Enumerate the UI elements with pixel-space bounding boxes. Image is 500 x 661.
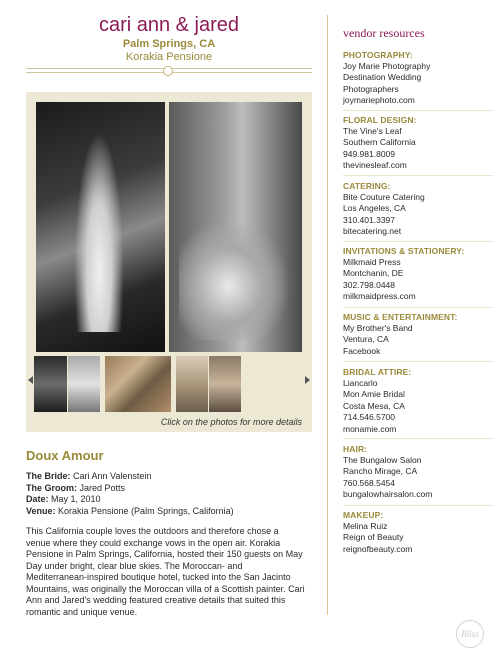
vendor-link[interactable]: Facebook <box>343 345 381 356</box>
vendor-link[interactable]: reignofbeauty.com <box>343 543 413 554</box>
photo-bride[interactable] <box>36 102 165 352</box>
vendor-music: MUSIC & ENTERTAINMENT: My Brother's Band Ventura, CA Facebook <box>343 312 493 357</box>
vendor-link[interactable]: joymariephoto.com <box>343 95 415 106</box>
section-title: Doux Amour <box>26 448 104 463</box>
page-title: cari ann & jared <box>98 14 240 36</box>
vendor-makeup: MAKEUP: Melina Ruiz Reign of Beauty reignofbeauty.com <box>343 510 493 555</box>
column-divider <box>327 15 328 615</box>
location-subtitle: Palm Springs, CA <box>122 38 216 50</box>
vendor-floral: FLORAL DESIGN: The Vine's Leaf Southern California 949.981.8009 thevinesleaf.com <box>343 115 493 172</box>
vendor-bridal-attire: BRIDAL ATTIRE: Liancarlo Mon Amie Bridal Costa Mesa, CA 714.546.5700 monamie.com <box>343 367 493 435</box>
vendor-resources-title: vendor resources <box>343 26 425 40</box>
fact-groom: The Groom: Jared Potts <box>26 482 126 493</box>
vendor-invitations: INVITATIONS & STATIONERY: Milkmaid Press Montchanin, DE 302.798.0448 milkmaidpress.com <box>343 246 493 303</box>
brand-seal-logo: Bliss <box>456 620 484 648</box>
thumbnail[interactable] <box>209 356 241 412</box>
vendor-link[interactable]: milkmaidpress.com <box>343 291 416 302</box>
gallery-next-arrow-icon[interactable] <box>305 376 310 384</box>
thumbnail[interactable] <box>105 356 171 412</box>
vendor-divider <box>343 505 493 506</box>
vendor-link[interactable]: thevinesleaf.com <box>343 160 407 171</box>
vendor-divider <box>343 175 493 176</box>
vendor-divider <box>343 241 493 242</box>
thumbnail[interactable] <box>34 356 67 412</box>
vendor-photography: PHOTOGRAPHY: Joy Marie Photography Destination Wedding Photographers joymariephoto.com <box>343 50 493 107</box>
vendor-link[interactable]: bungalowhairsalon.com <box>343 489 433 500</box>
vendor-divider <box>343 361 493 362</box>
divider-ornament <box>163 66 173 76</box>
vendor-hair: HAIR: The Bungalow Salon Rancho Mirage, CA 760.568.5454 bungalowhairsalon.com <box>343 444 493 501</box>
wedding-facts <box>26 471 312 517</box>
photo-gallery <box>26 92 312 432</box>
fact-date: Date: May 1, 2010 <box>26 494 101 504</box>
venue-subtitle: Korakia Pensione <box>125 51 213 63</box>
photo-groom[interactable] <box>169 102 302 352</box>
vendor-link[interactable]: monamie.com <box>343 423 397 434</box>
fact-bride: The Bride: Cari Ann Valenstein <box>26 471 152 481</box>
gallery-caption: Click on the photos for more details <box>160 417 302 427</box>
vendor-divider <box>343 438 493 439</box>
vendor-catering: CATERING: Bite Couture Catering Los Angeles, CA 310.401.3397 bitecatering.net <box>343 181 493 238</box>
article-body: This California couple loves the outdoors and therefore chose a venue where they could exchange vows in the open air. Korakia Pensione in Palm Springs, California, hosted their 150 guests on May Day under bright, clear blue skies. The Moroccan- and Mediterranean-inspired boutique hotel, tucked into the San Jacinto Mountains, was originally the Moroccan villa of a Scottish painter. Cari Ann and Jared's wedding featured creative details that suited this romantic and unique venue. <box>26 526 305 617</box>
vendor-link[interactable]: bitecatering.net <box>343 226 402 237</box>
fact-venue: Venue: Korakia Pensione (Palm Springs, California) <box>26 505 234 516</box>
thumbnail-strip <box>26 356 312 414</box>
vendor-divider <box>343 307 493 308</box>
vendor-divider <box>343 110 493 111</box>
thumbnail[interactable] <box>68 356 100 412</box>
thumbnail[interactable] <box>176 356 208 412</box>
